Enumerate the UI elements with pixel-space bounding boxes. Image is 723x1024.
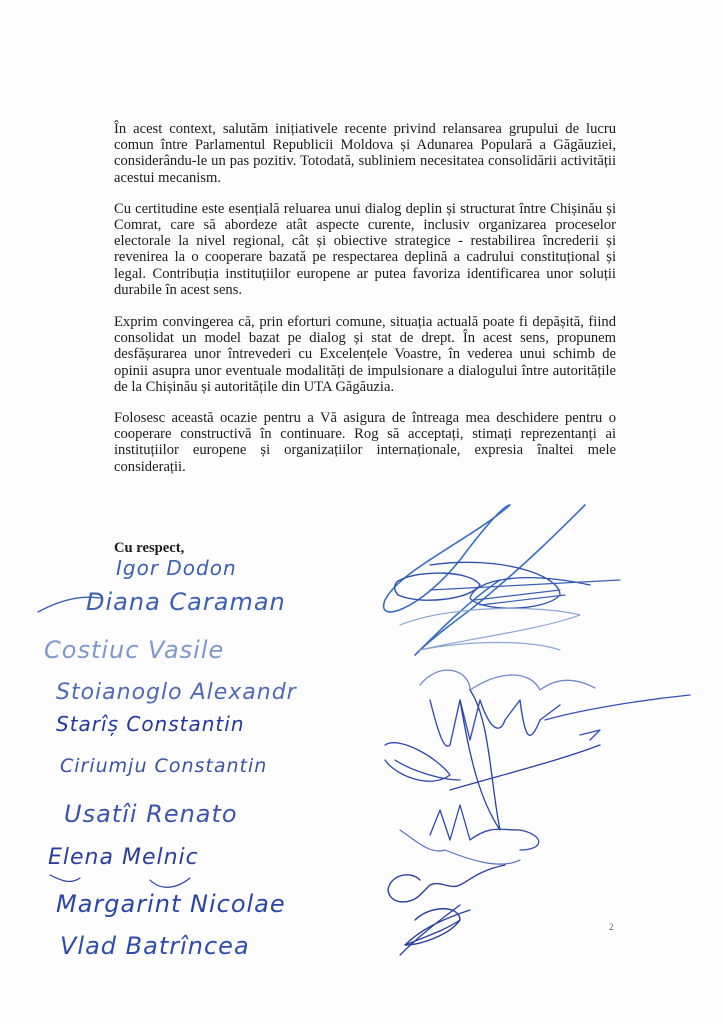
- signature-scribble-5: [385, 743, 460, 782]
- paragraph-1: În acest context, salutăm inițiativele recente privind relansarea grupului de lucru comun între Parlamentul Republicii Moldova și Adunarea Populară a Găgăuziei, considerându-le un pas pozitiv. Totodată, subliniem necesitatea consolidării activității acestui mecanism.: [114, 121, 616, 186]
- signatory-name-7: Usatîi Renato: [64, 800, 238, 828]
- closing-salutation: Cu respect,: [114, 540, 185, 556]
- signatory-name-9: Margarint Nicolae: [56, 890, 286, 918]
- signature-scribble-3: [420, 670, 595, 690]
- letter-body: [114, 121, 616, 490]
- signature-scribble-6: [430, 805, 539, 850]
- signatory-name-3: Costiuc Vasile: [44, 636, 225, 664]
- paragraph-4: Folosesc această ocazie pentru a Vă asigura de întreaga mea deschidere pentru o cooperare constructivă în continuare. Rog să acceptați, stimați reprezentanți ai instituțiilor europene și organizațiilor internaționale, expresia înaltei mele considerații.: [114, 410, 616, 475]
- signature-scribble-7: [388, 865, 505, 902]
- paragraph-2: Cu certitudine este esențială reluarea unui dialog deplin și structurat între Chișinău și Comrat, care să abordeze atât aspecte curente, inclusiv organizarea proceselor electorale la nivel regional, cât și obiective strategice - restabilirea încrederii și revenirea la o cooperare bazată pe respectarea deplină a cadrului constituțional și legal. Contribuția instituțiilor europene ar putea favoriza identificarea unor soluții durabile în acest sens.: [114, 200, 616, 298]
- signature-scribble-1: [384, 505, 510, 612]
- signatory-name-6: Ciriumju Constantin: [60, 755, 268, 777]
- page-number: 2: [609, 922, 614, 932]
- signatory-name-10: Vlad Batrîncea: [60, 932, 250, 960]
- signature-scribble-8: [405, 909, 470, 945]
- signature-scribble-4: [430, 700, 560, 746]
- signatory-name-4: Stoianoglo Alexandr: [56, 680, 297, 705]
- paragraph-3: Exprim convingerea că, prin eforturi comune, situația actuală poate fi depășită, fiind consolidat un model bazat pe dialog și stat de drept. În acest sens, propunem desfășurarea unor întrevederi cu Excelențele Voastre, în vederea unui schimb de opinii asupra unor eventuale modalități de impulsionare a dialogului între autoritățile de la Chișinău și autoritățile din UTA Găgăuzia.: [114, 314, 616, 395]
- signature-scribble-2: [400, 608, 580, 650]
- signatory-name-1: Igor Dodon: [116, 556, 237, 580]
- signatory-name-5: Starîș Constantin: [56, 712, 245, 736]
- signatory-name-8: Elena Melnic: [48, 845, 199, 870]
- signatory-name-2: Diana Caraman: [86, 588, 286, 616]
